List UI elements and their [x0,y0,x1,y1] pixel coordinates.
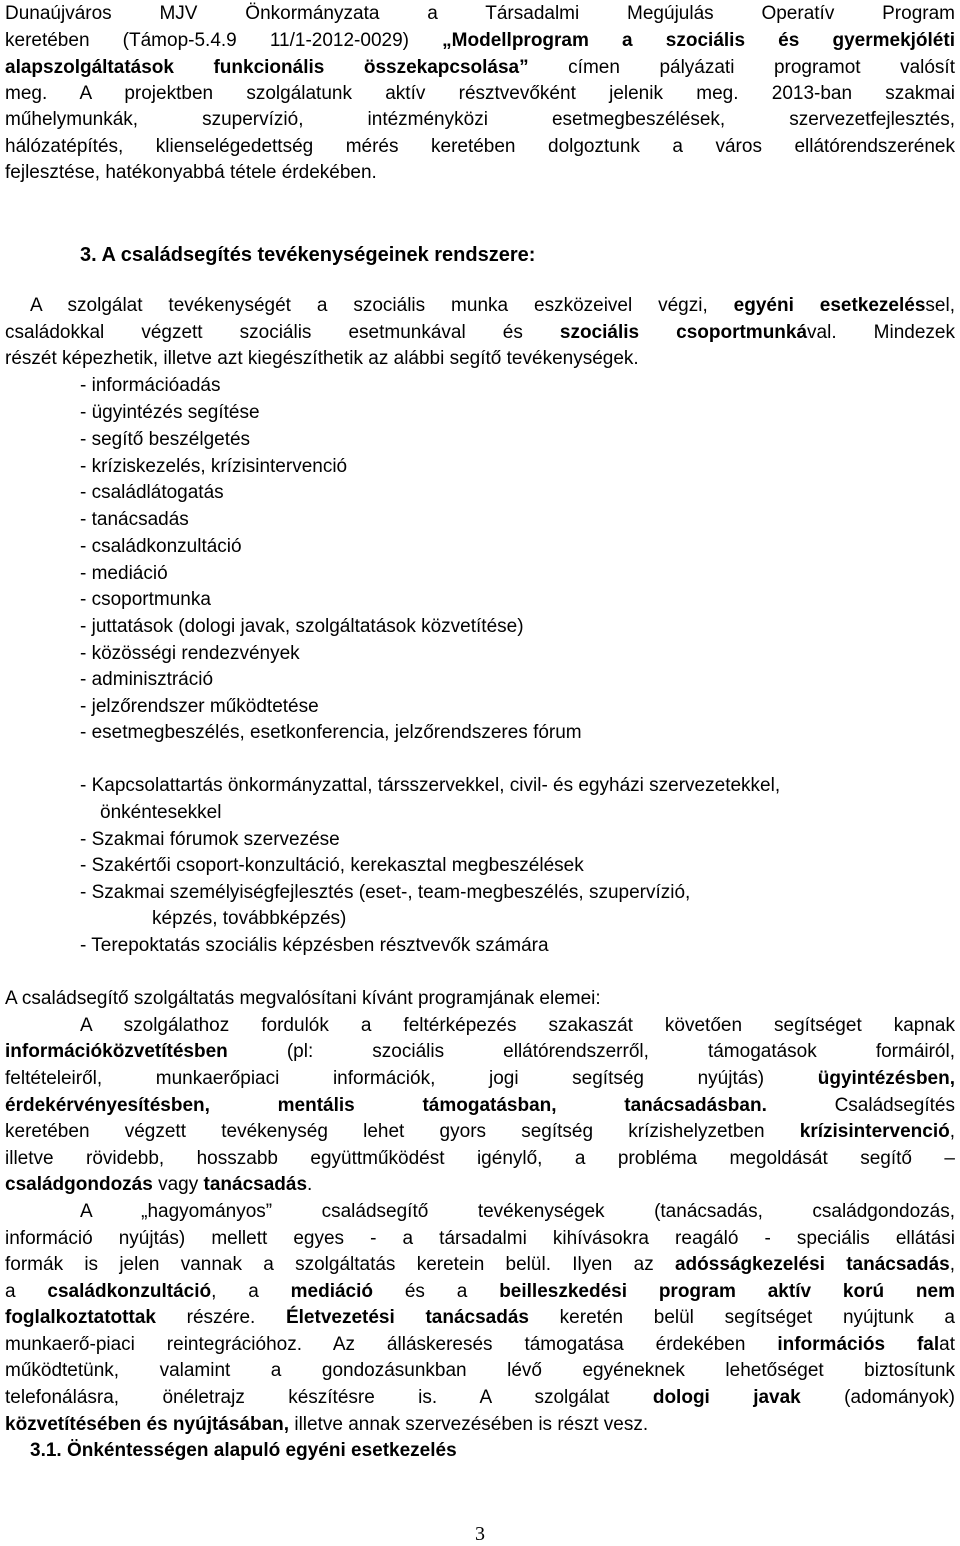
list-item: - Szakmai személyiségfejlesztés (eset-, team-megbeszélés, szupervízió, [80,882,691,903]
program-line-14: működtetünk, valamint a gondozásunkban lévő egyéneknek lehetőséget biztosítunk [5,1360,955,1381]
para-text: munkaerő-piaci reintegrációhoz. Az álláskeresés támogatása érdekében [5,1334,778,1355]
para-text: val. Mindezek [807,322,955,343]
para-text: sel, [925,295,955,316]
intro-text: meg. A projektben szolgálatunk aktív résztvevőként jelenik meg. 2013-ban szakmai [5,83,955,104]
para-bold: adósságkezelési tanácsadás [674,1254,950,1275]
program-line-3 [5,1066,955,1092]
intro-text: műhelymunkák, szupervízió, intézményközi esetmegbeszélések, szervezetfejlesztés, [5,109,955,130]
program-line-1: A szolgálathoz fordulók a feltérképezés szakaszát követően segítséget kapnak [80,1015,955,1036]
list-item: - tanácsadás [80,509,189,530]
para-bold: dologi javak [652,1387,801,1408]
list-item: - Terepoktatás szociális képzésben résztvevők számára [80,935,549,956]
list-item: - esetmegbeszélés, esetkonferencia, jelzőrendszeres fórum [80,722,582,743]
para-text: keretében végzett tevékenység lehet gyors segítség krízishelyzetben [5,1121,800,1142]
para-text: illetve annak szervezésében is részt vesz. [289,1414,649,1435]
para-text: telefonálásra, önéletrajz készítésre is. A szolgálat [5,1387,653,1408]
program-intro: A családsegítő szolgáltatás megvalósítani kívánt programjának elemei: [5,988,601,1009]
section-para-line-1 [30,293,955,319]
list-item: - adminisztráció [80,669,214,690]
section-para-line-3: részét képezhetik, illetve azt kiegészíthetik az alábbi segítő tevékenységek. [5,348,639,369]
list-item: - családkonzultáció [80,536,242,557]
program-line-15 [5,1385,955,1411]
para-bold: érdekérvényesítésben, mentális támogatásban, tanácsadásban. [5,1095,767,1116]
list-item: - Szakmai fórumok szervezése [80,829,340,850]
para-text: formák is jelen vannak a szolgáltatás keretein belül. Ilyen az [5,1254,675,1275]
para-bold: egyéni esetkezelés [733,295,926,316]
para-bold: mediáció [290,1281,374,1302]
para-bold: családkonzultáció [47,1281,212,1302]
para-bold: krízisintervenció [799,1121,950,1142]
para-text: feltételeiről, munkaerőpiaci információk, jogi segítség nyújtás) [5,1068,818,1089]
para-text: (pl: szociális ellátórendszerről, támogatások formáiról, [227,1041,955,1062]
para-text: , [949,1254,955,1275]
list-item: - segítő beszélgetés [80,429,251,450]
para-bold: szociális csoportmunká [559,322,808,343]
subsection-heading: 3.1. Önkéntességen alapuló egyéni esetkezelés [30,1440,457,1461]
intro-line-7 [5,160,955,186]
program-line-5 [5,1119,955,1145]
intro-line-6 [5,134,955,160]
para-text: vagy [152,1174,204,1195]
intro-line-1 [5,1,955,27]
list-item: - családlátogatás [80,482,224,503]
intro-line-4 [5,81,955,107]
intro-line-5 [5,107,955,133]
program-line-6: illetve rövidebb, hosszabb együttműködést igénylő, a probléma megoldását segítő – [5,1148,955,1169]
intro-text: keretében (Támop-5.4.9 11/1-2012-0029) [5,30,443,51]
para-text: keretén belül segítséget nyújtunk a [528,1307,955,1328]
para-bold: információs fal [777,1334,940,1355]
para-text: at [939,1334,955,1355]
section-para-line-2 [5,320,955,346]
program-line-4 [5,1093,955,1119]
intro-text: fejlesztése, hatékonyabbá tétele érdekében. [5,162,377,183]
para-text: A szolgálat tevékenységét a szociális munka eszközeivel végzi, [30,295,734,316]
list-item: - csoportmunka [80,589,211,610]
program-line-8: A „hagyományos” családsegítő tevékenységek (tanácsadás, családgondozás, [80,1201,955,1222]
para-bold: ügyintézésben, [817,1068,955,1089]
para-text: családokkal végzett szociális esetmunkával és [5,322,560,343]
section-heading: 3. A családsegítés tevékenységeinek rendszere: [80,244,536,266]
intro-line-2 [5,28,955,54]
para-bold: Életvezetési tanácsadás [285,1307,529,1328]
para-text: a [5,1281,48,1302]
program-line-9: információ nyújtás) mellett egyes - a társadalmi kihívásokra reagáló - speciális ellátási [5,1228,955,1249]
program-title-bold: „Modellprogram a szociális és gyermekjóléti [442,30,955,51]
list-item: - juttatások (dologi javak, szolgáltatások közvetítése) [80,616,524,637]
intro-text: címen pályázati programot valósít [528,57,955,78]
para-bold: családgondozás [5,1174,153,1195]
para-bold: foglalkoztatottak [5,1307,156,1328]
para-bold: információközvetítésben [5,1041,228,1062]
list-item: - ügyintézés segítése [80,402,260,423]
intro-text: hálózatépítés, klienselégedettség mérés keretében dolgoztunk a város ellátórendszerének [5,136,955,157]
list-item: - információadás [80,375,221,396]
page-number: 3 [475,1523,485,1545]
list-item: - mediáció [80,563,168,584]
list-item: - kríziskezelés, krízisintervenció [80,456,348,477]
para-text: , [949,1121,955,1142]
intro-line-3 [5,55,955,81]
list-item: - közösségi rendezvények [80,643,300,664]
para-bold: beilleszkedési program aktív korú nem [499,1281,955,1302]
program-line-10 [5,1252,955,1278]
program-line-7 [5,1172,955,1198]
program-title-bold: alapszolgáltatások funkcionális összekapcsolása” [5,57,529,78]
para-text: . [307,1174,313,1195]
program-line-12 [5,1305,955,1331]
list-item: - Szakértői csoport-konzultáció, kerekasztal megbeszélések [80,855,584,876]
list-item: - jelzőrendszer működtetése [80,696,319,717]
para-bold: tanácsadás [203,1174,308,1195]
program-line-16 [5,1412,955,1438]
para-text: és a [373,1281,500,1302]
list-item: - Kapcsolattartás önkormányzattal, társszervekkel, civil- és egyházi szervezetekkel, [80,775,781,796]
para-text: Családsegítés [766,1095,955,1116]
para-bold: közvetítésében és nyújtásában, [5,1414,290,1435]
para-text: , a [211,1281,291,1302]
para-text: részére. [155,1307,286,1328]
list-item-continuation: önkéntesekkel [100,802,222,823]
program-line-13 [5,1332,955,1358]
para-text: (adományok) [800,1387,956,1408]
intro-text: Dunaújváros MJV Önkormányzata a Társadalmi Megújulás Operatív Program [5,3,955,24]
list-item-continuation: képzés, továbbképzés) [152,908,347,929]
program-line-2 [5,1039,955,1065]
program-line-11 [5,1279,955,1305]
